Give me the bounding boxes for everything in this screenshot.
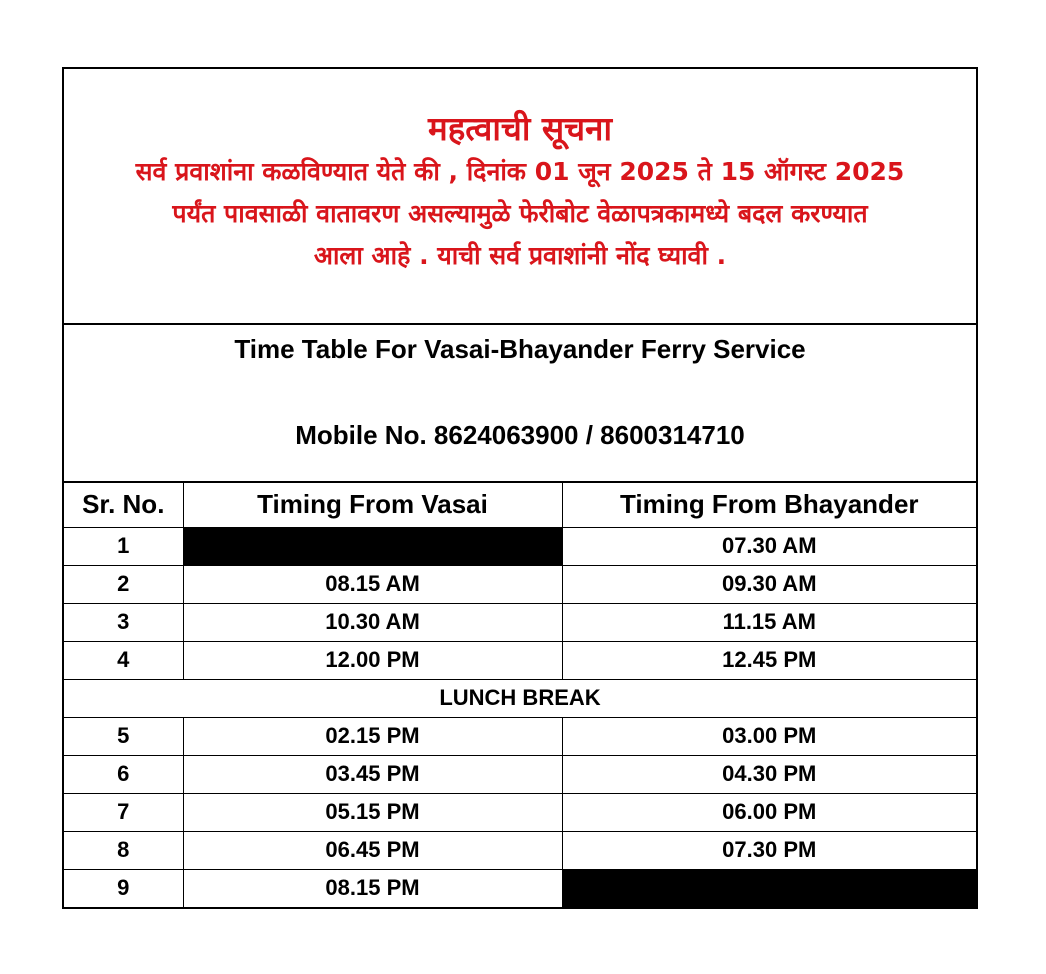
sr-no-cell: 8 [64,831,183,869]
notice-line-3: आला आहे . याची सर्व प्रवाशांनी नोंद घ्यावी . [313,241,727,270]
sr-no-cell: 5 [64,717,183,755]
timetable-table [64,483,976,907]
notice-line-2: पर्यंत पावसाळी वातावरण असल्यामुळे फेरीबोट वेळापत्रकामध्ये बदल करण्यात [172,199,868,228]
sr-no-cell: 1 [64,527,183,565]
bhayander-time-cell: 03.00 PM [562,717,976,755]
notice-line-1: सर्व प्रवाशांना कळविण्यात येते की , दिनांक 01 जून 2025 ते 15 ऑगस्ट 2025 [135,157,905,186]
table-row [64,793,976,831]
bhayander-time-cell: 06.00 PM [562,793,976,831]
timetable-header [64,325,976,483]
vasai-time-cell: 02.15 PM [183,717,562,755]
sr-no-cell: 6 [64,755,183,793]
lunch-break-row [64,679,976,717]
table-row [64,527,976,565]
sr-no-cell: 4 [64,641,183,679]
table-row [64,565,976,603]
header-spacer [64,368,976,416]
column-header-bhayander: Timing From Bhayander [562,483,976,527]
vasai-time-cell: 03.45 PM [183,755,562,793]
table-header-row [64,483,976,527]
bhayander-time-cell: 12.45 PM [562,641,976,679]
vasai-time-cell: 12.00 PM [183,641,562,679]
column-header-vasai: Timing From Vasai [183,483,562,527]
vasai-time-cell: 08.15 AM [183,565,562,603]
notice-title: महत्वाची सूचना [427,109,612,148]
table-row [64,869,976,907]
table-row [64,641,976,679]
sr-no-cell: 2 [64,565,183,603]
vasai-time-cell: 08.15 PM [183,869,562,907]
bhayander-time-cell: 09.30 AM [562,565,976,603]
sr-no-cell: 9 [64,869,183,907]
notice-section [64,69,976,325]
bhayander-time-cell: 07.30 PM [562,831,976,869]
redacted-bhayander-cell [562,869,976,907]
timetable-sheet [62,67,978,909]
mobile-numbers: Mobile No. 8624063900 / 8600314710 [295,420,745,450]
sr-no-cell: 7 [64,793,183,831]
column-header-sr-no: Sr. No. [64,483,183,527]
vasai-time-cell: 06.45 PM [183,831,562,869]
sr-no-cell: 3 [64,603,183,641]
table-row [64,755,976,793]
bhayander-time-cell: 11.15 AM [562,603,976,641]
bhayander-time-cell: 07.30 AM [562,527,976,565]
vasai-time-cell: 10.30 AM [183,603,562,641]
table-row [64,603,976,641]
bhayander-time-cell: 04.30 PM [562,755,976,793]
table-row [64,717,976,755]
redacted-vasai-cell [183,527,562,565]
lunch-break-label: LUNCH BREAK [64,679,976,717]
timetable-title: Time Table For Vasai-Bhayander Ferry Service [234,334,806,364]
vasai-time-cell: 05.15 PM [183,793,562,831]
table-row [64,831,976,869]
